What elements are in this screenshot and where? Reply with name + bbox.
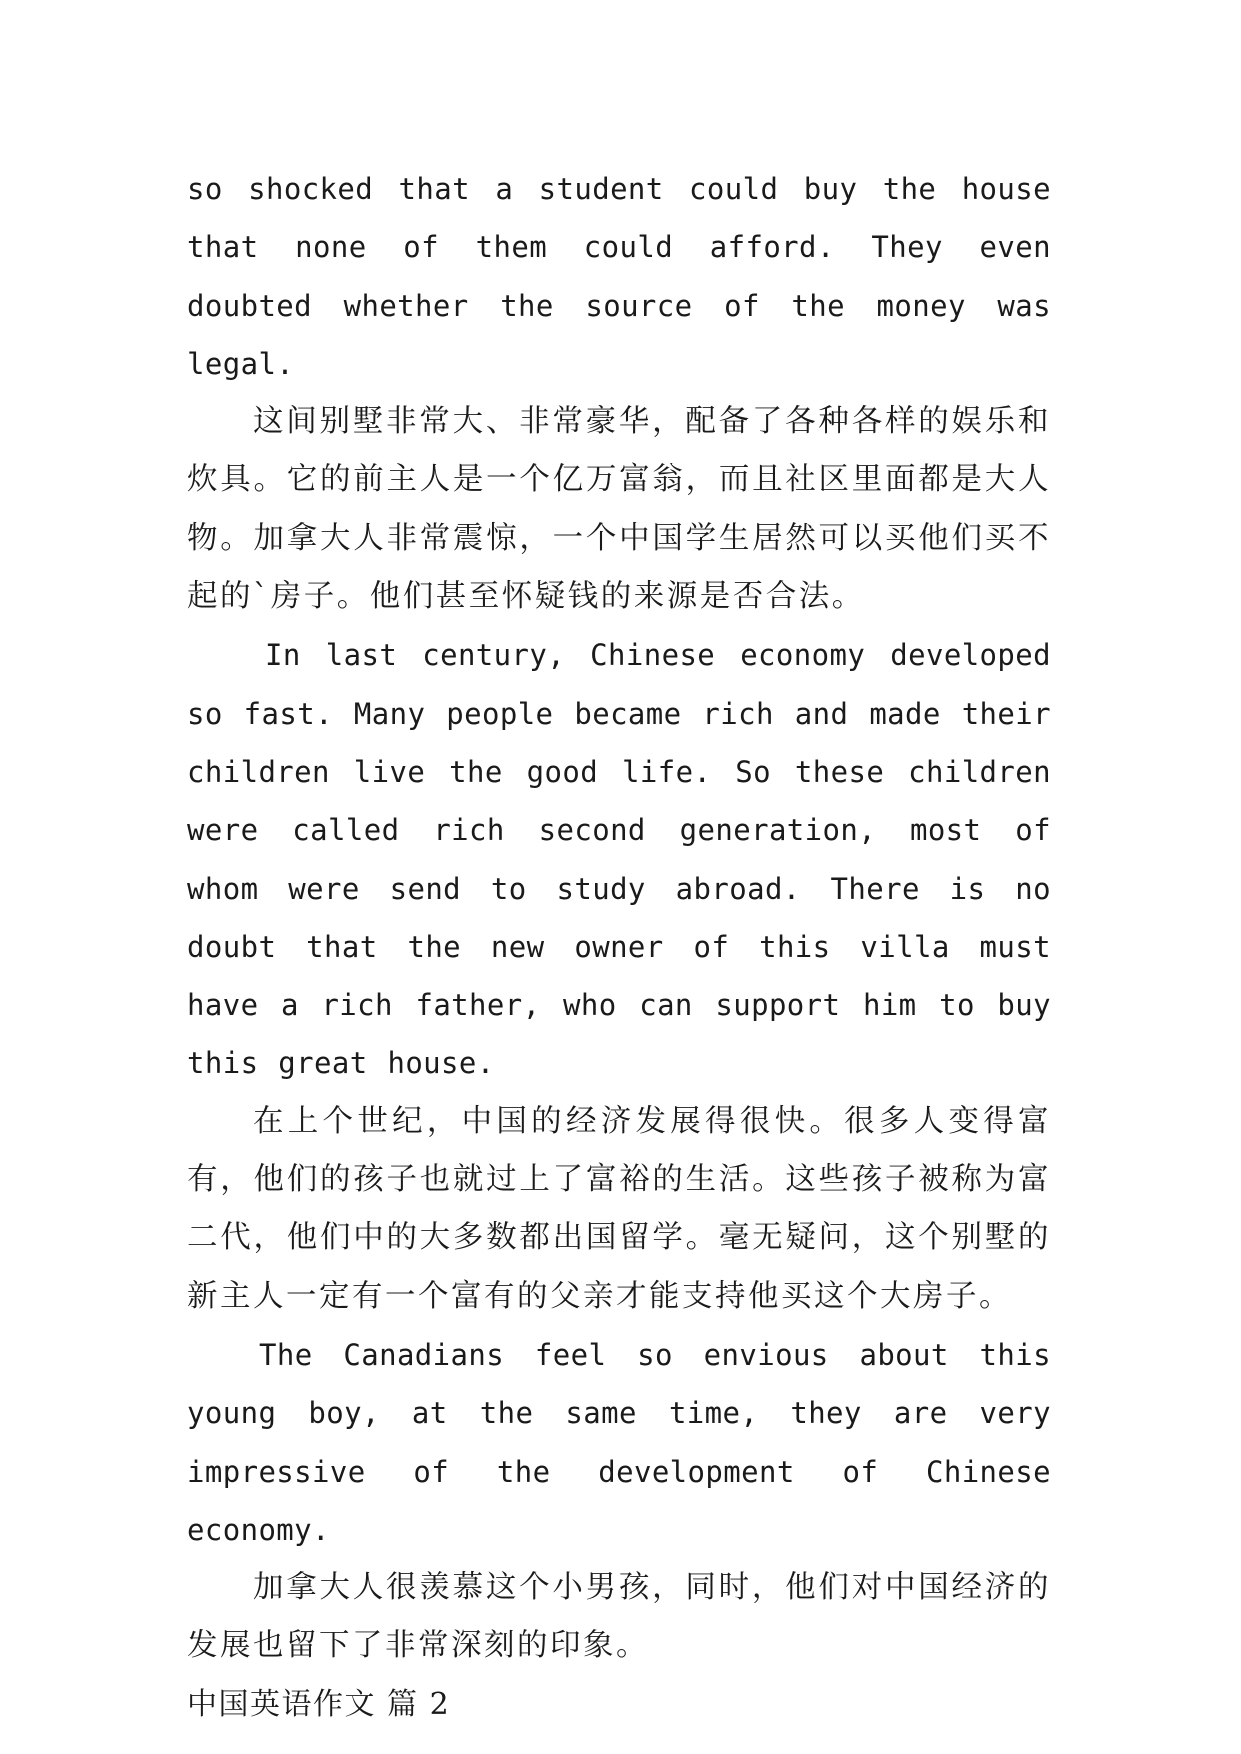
paragraph-zh-canadians: 加拿大人很羡慕这个小男孩，同时，他们对中国经济的发展也留下了非常深刻的印象。 <box>187 1570 1051 1664</box>
paragraph-en-canadians: The Canadians feel so envious about this young boy, at the same time, they are very impressive of the development of Chinese economy. <box>187 1337 1051 1547</box>
paragraph-zh-villa: 这间别墅非常大、非常豪华，配备了各种各样的娱乐和炊具。它的前主人是一个亿万富翁，而且社区里面都是大人物。加拿大人非常震惊，一个中国学生居然可以买他们买不起的`房子。他们甚至怀疑钱的来源是否合法。 <box>187 404 1051 615</box>
paragraph-zh-economy: 在上个世纪，中国的经济发展得很快。很多人变得富有，他们的孩子也就过上了富裕的生活。这些孩子被称为富二代，他们中的大多数都出国留学。毫无疑问，这个别墅的新主人一定有一个富有的父亲才能支持他买这个大房子。 <box>187 1103 1051 1314</box>
section-heading: 中国英语作文 篇 2 <box>187 1686 451 1722</box>
document-page <box>187 160 1051 1734</box>
paragraph-en-economy: In last century, Chinese economy developed so fast. Many people became rich and made their children live the good life. So these children were called rich second generation, most of whom were send to study abroad. There is no doubt that the new owner of this villa must have a rich father, who can support him to buy this great house. <box>187 638 1051 1081</box>
paragraph-en-continued: so shocked that a student could buy the house that none of them could afford. They even doubted whether the source of the money was legal. <box>187 172 1051 381</box>
